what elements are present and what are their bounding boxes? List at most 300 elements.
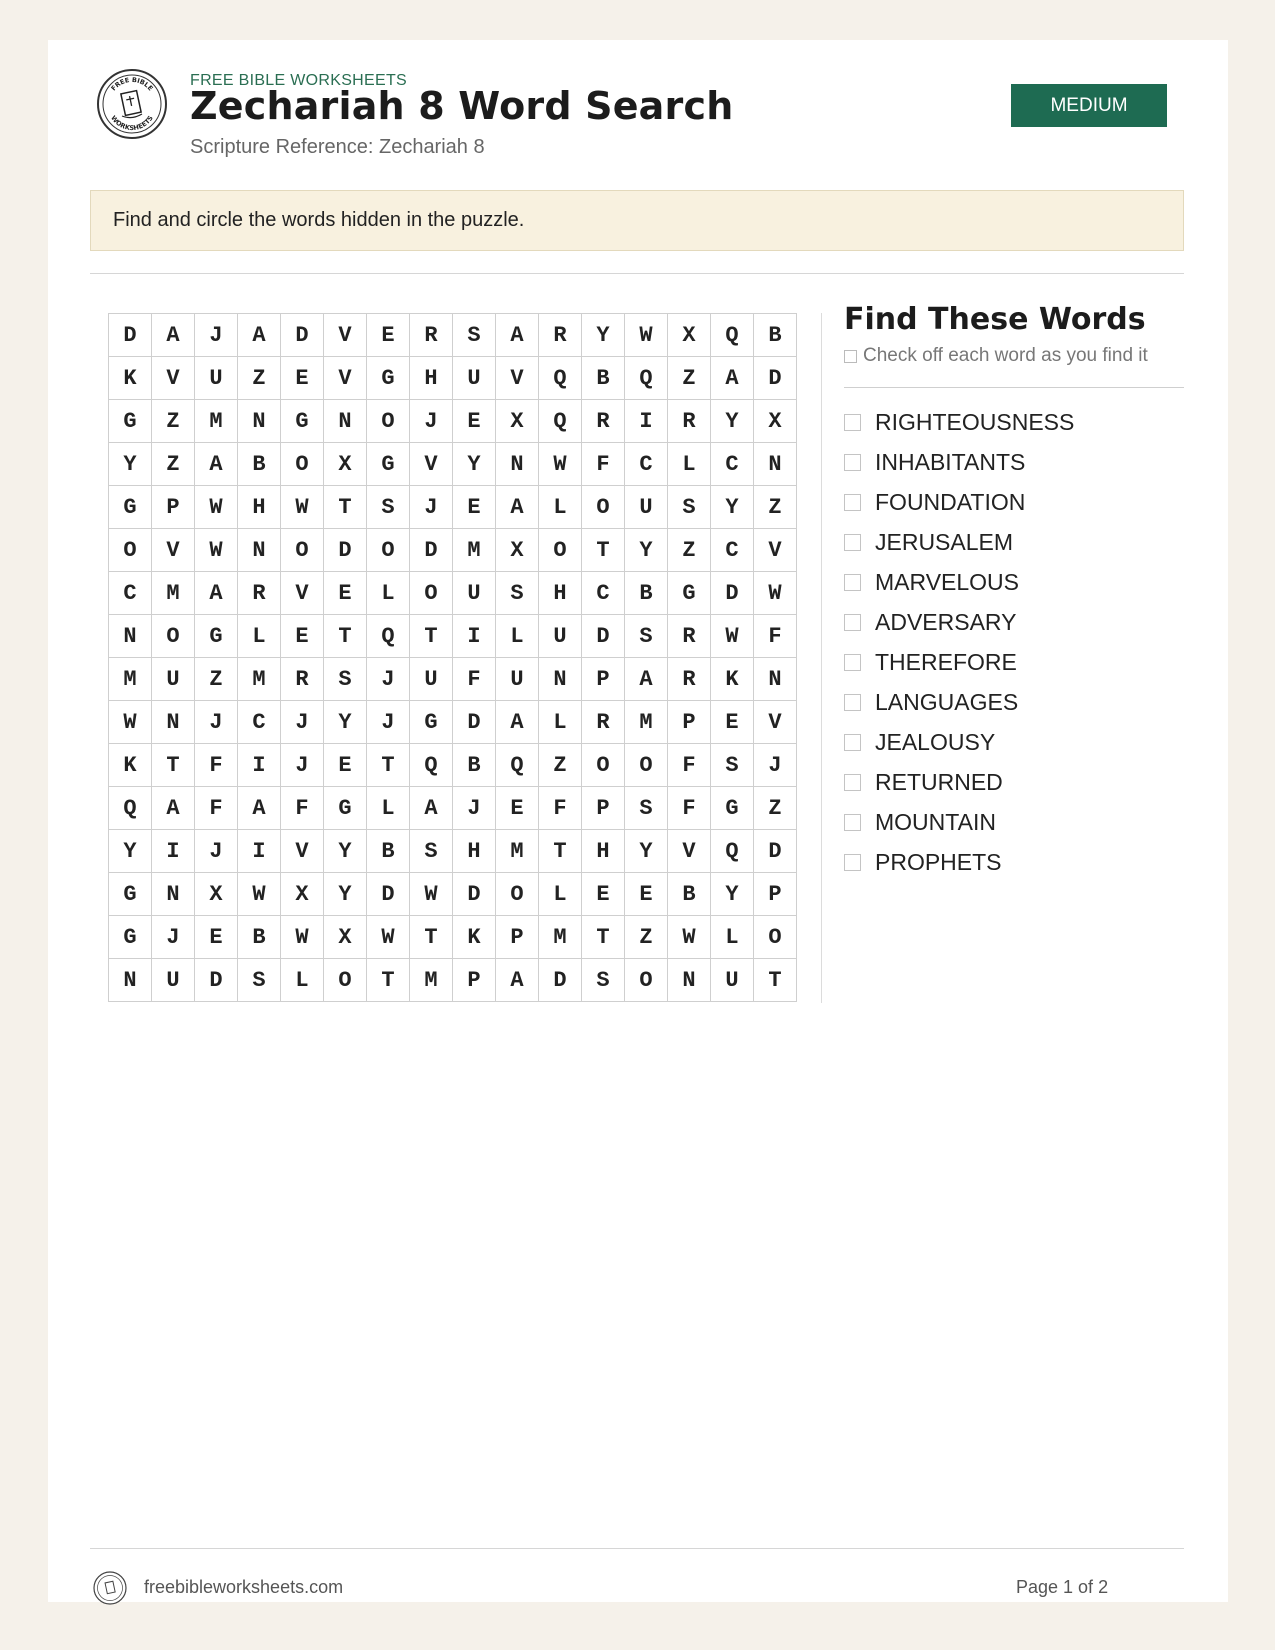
grid-cell[interactable]: Y [625,529,668,572]
grid-cell[interactable]: D [195,959,238,1002]
grid-cell[interactable]: V [281,830,324,873]
grid-cell[interactable]: W [754,572,797,615]
vertical-divider [821,313,822,1003]
grid-cell[interactable]: A [625,658,668,701]
grid-cell[interactable]: W [711,615,754,658]
grid-cell[interactable]: U [625,486,668,529]
grid-cell[interactable]: L [539,486,582,529]
grid-cell[interactable]: L [539,873,582,916]
grid-cell[interactable]: A [195,572,238,615]
grid-cell[interactable]: T [410,615,453,658]
grid-cell[interactable]: D [711,572,754,615]
grid-cell[interactable]: V [152,529,195,572]
grid-cell[interactable]: N [496,443,539,486]
word-checkbox[interactable] [844,414,861,431]
grid-cell[interactable]: A [152,314,195,357]
grid-cell[interactable]: F [281,787,324,830]
grid-cell[interactable]: P [754,873,797,916]
grid-cell[interactable]: Q [539,400,582,443]
grid-cell[interactable]: G [367,443,410,486]
grid-cell[interactable]: Z [754,787,797,830]
grid-cell[interactable]: C [625,443,668,486]
grid-cell[interactable]: T [582,916,625,959]
grid-cell[interactable]: N [238,529,281,572]
word-list-item [844,402,1074,442]
grid-cell[interactable]: R [668,658,711,701]
grid-cell[interactable]: V [324,314,367,357]
grid-cell[interactable]: Z [668,357,711,400]
grid-cell[interactable]: U [195,357,238,400]
grid-cell[interactable]: J [281,701,324,744]
grid-cell[interactable]: M [109,658,152,701]
worksheet-page [48,40,1228,1602]
grid-cell[interactable]: Y [324,830,367,873]
grid-cell[interactable]: A [410,787,453,830]
logo-icon [96,68,168,140]
grid-cell[interactable]: G [668,572,711,615]
grid-cell[interactable]: S [496,572,539,615]
grid-cell[interactable]: N [152,701,195,744]
grid-cell[interactable]: D [453,873,496,916]
grid-cell[interactable]: O [496,873,539,916]
grid-cell[interactable]: S [367,486,410,529]
grid-cell[interactable]: V [754,529,797,572]
grid-cell[interactable]: E [281,615,324,658]
grid-cell[interactable]: M [238,658,281,701]
grid-cell[interactable]: T [367,744,410,787]
grid-cell[interactable]: H [410,357,453,400]
grid-cell[interactable]: J [453,787,496,830]
grid-cell[interactable]: D [539,959,582,1002]
word-list-item [844,762,1074,802]
grid-cell[interactable]: N [152,873,195,916]
grid-cell[interactable]: J [367,658,410,701]
grid-cell[interactable]: T [324,486,367,529]
word-list-item [844,602,1074,642]
grid-cell[interactable]: F [668,787,711,830]
grid-cell[interactable]: M [152,572,195,615]
grid-cell[interactable]: G [109,400,152,443]
grid-cell[interactable]: W [539,443,582,486]
difficulty-badge: MEDIUM [1011,84,1167,127]
grid-cell[interactable]: Q [367,615,410,658]
grid-cell[interactable]: N [539,658,582,701]
grid-cell[interactable]: O [582,744,625,787]
grid-cell[interactable]: V [281,572,324,615]
grid-cell[interactable]: L [367,572,410,615]
grid-cell[interactable]: Y [453,443,496,486]
grid-cell[interactable]: O [324,959,367,1002]
grid-cell[interactable]: F [195,787,238,830]
grid-cell[interactable]: W [410,873,453,916]
grid-cell[interactable]: S [238,959,281,1002]
grid-cell[interactable]: Z [195,658,238,701]
grid-cell[interactable]: X [668,314,711,357]
word-search-grid [108,313,797,1002]
grid-cell[interactable]: B [453,744,496,787]
grid-cell[interactable]: R [238,572,281,615]
grid-cell[interactable]: U [152,959,195,1002]
grid-cell[interactable]: P [582,658,625,701]
grid-cell[interactable]: T [754,959,797,1002]
grid-cell[interactable]: S [625,787,668,830]
grid-cell[interactable]: A [238,314,281,357]
grid-cell[interactable]: V [410,443,453,486]
grid-cell[interactable]: M [453,529,496,572]
grid-cell[interactable]: G [281,400,324,443]
grid-cell[interactable]: D [324,529,367,572]
grid-cell[interactable]: U [711,959,754,1002]
grid-cell[interactable]: Q [109,787,152,830]
grid-cell[interactable]: J [281,744,324,787]
grid-cell[interactable]: K [109,357,152,400]
grid-cell[interactable]: J [367,701,410,744]
grid-cell[interactable]: D [109,314,152,357]
grid-cell[interactable]: Z [539,744,582,787]
grid-cell[interactable]: L [539,701,582,744]
grid-cell[interactable]: C [582,572,625,615]
word-label: JEALOUSY [875,728,996,755]
grid-cell[interactable]: A [711,357,754,400]
grid-cell[interactable]: F [453,658,496,701]
grid-cell[interactable]: R [582,701,625,744]
brand-label: FREE BIBLE WORKSHEETS [190,72,408,89]
grid-cell[interactable]: D [453,701,496,744]
grid-cell[interactable]: Y [711,400,754,443]
grid-cell[interactable]: A [496,701,539,744]
grid-cell[interactable]: D [367,873,410,916]
word-label: FOUNDATION [875,488,1026,515]
grid-cell[interactable]: N [109,615,152,658]
grid-cell[interactable]: X [496,400,539,443]
grid-cell[interactable]: Y [324,873,367,916]
grid-cell[interactable]: X [324,443,367,486]
grid-cell[interactable]: I [453,615,496,658]
grid-cell[interactable]: O [754,916,797,959]
grid-cell[interactable]: V [152,357,195,400]
grid-cell[interactable]: J [195,701,238,744]
grid-cell[interactable]: M [539,916,582,959]
grid-cell[interactable]: G [367,357,410,400]
grid-cell[interactable]: X [496,529,539,572]
grid-cell[interactable]: D [582,615,625,658]
grid-cell[interactable]: Q [539,357,582,400]
grid-cell[interactable]: G [109,873,152,916]
grid-cell[interactable]: N [668,959,711,1002]
grid-cell[interactable]: A [238,787,281,830]
grid-cell[interactable]: T [324,615,367,658]
grid-cell[interactable]: Y [582,314,625,357]
grid-cell[interactable]: R [410,314,453,357]
grid-cell[interactable]: P [152,486,195,529]
grid-cell[interactable]: Y [711,873,754,916]
grid-cell[interactable]: B [754,314,797,357]
word-checkbox[interactable] [844,574,861,591]
word-checkbox[interactable] [844,654,861,671]
word-checkbox[interactable] [844,614,861,631]
grid-cell[interactable]: Q [410,744,453,787]
footer-logo-icon [92,1570,128,1606]
word-list-item [844,442,1074,482]
grid-cell[interactable]: R [668,400,711,443]
grid-cell[interactable]: F [668,744,711,787]
grid-cell[interactable]: K [109,744,152,787]
grid-cell[interactable]: A [195,443,238,486]
grid-cell[interactable]: Y [109,443,152,486]
grid-cell[interactable]: C [711,529,754,572]
grid-cell[interactable]: H [582,830,625,873]
grid-cell[interactable]: U [152,658,195,701]
grid-cell[interactable]: Y [324,701,367,744]
word-checkbox[interactable] [844,734,861,751]
grid-cell[interactable]: R [539,314,582,357]
grid-cell[interactable]: N [238,400,281,443]
grid-cell[interactable]: T [152,744,195,787]
grid-cell[interactable]: G [109,916,152,959]
grid-cell[interactable]: U [496,658,539,701]
grid-cell[interactable]: B [367,830,410,873]
grid-cell[interactable]: W [625,314,668,357]
grid-cell[interactable]: F [754,615,797,658]
grid-cell[interactable]: Y [109,830,152,873]
grid-cell[interactable]: Z [152,443,195,486]
grid-cell[interactable]: Z [668,529,711,572]
grid-cell[interactable]: E [711,701,754,744]
grid-cell[interactable]: U [453,572,496,615]
grid-cell[interactable]: O [625,744,668,787]
grid-cell[interactable]: Z [238,357,281,400]
grid-cell[interactable]: V [324,357,367,400]
footer-divider [90,1548,1184,1549]
grid-cell[interactable]: S [711,744,754,787]
word-label: RETURNED [875,768,1003,795]
grid-cell[interactable]: M [496,830,539,873]
grid-cell[interactable]: P [453,959,496,1002]
grid-cell[interactable]: M [410,959,453,1002]
grid-cell[interactable]: L [711,916,754,959]
grid-cell[interactable]: R [582,400,625,443]
grid-cell[interactable]: D [754,357,797,400]
grid-cell[interactable]: S [668,486,711,529]
grid-cell[interactable]: G [711,787,754,830]
grid-cell[interactable]: U [539,615,582,658]
grid-cell[interactable]: X [195,873,238,916]
grid-cell[interactable]: N [109,959,152,1002]
grid-cell[interactable]: R [668,615,711,658]
grid-cell[interactable]: D [410,529,453,572]
grid-cell[interactable]: D [281,314,324,357]
svg-text:FREE BIBLE: FREE BIBLE [109,75,155,93]
grid-cell[interactable]: X [324,916,367,959]
grid-cell[interactable]: T [410,916,453,959]
grid-cell[interactable]: S [453,314,496,357]
word-list-item [844,842,1074,882]
grid-cell[interactable]: C [109,572,152,615]
grid-cell[interactable]: D [754,830,797,873]
grid-cell[interactable]: E [367,314,410,357]
grid-cell[interactable]: O [625,959,668,1002]
page-number: Page 1 of 2 [1016,1577,1109,1597]
grid-cell[interactable]: J [410,486,453,529]
grid-cell[interactable]: A [496,486,539,529]
grid-cell[interactable]: E [324,572,367,615]
grid-cell[interactable]: V [496,357,539,400]
grid-cell[interactable]: W [195,486,238,529]
grid-cell[interactable]: O [281,443,324,486]
word-checkbox[interactable] [844,774,861,791]
grid-cell[interactable]: L [668,443,711,486]
grid-cell[interactable]: E [195,916,238,959]
grid-cell[interactable]: C [238,701,281,744]
grid-cell[interactable]: L [281,959,324,1002]
grid-cell[interactable]: A [152,787,195,830]
grid-cell[interactable]: V [668,830,711,873]
grid-cell[interactable]: J [195,314,238,357]
grid-cell[interactable]: W [109,701,152,744]
grid-cell[interactable]: I [238,830,281,873]
grid-cell[interactable]: M [195,400,238,443]
grid-cell[interactable]: O [281,529,324,572]
grid-cell[interactable]: O [367,529,410,572]
grid-cell[interactable]: W [281,916,324,959]
word-list-item [844,562,1074,602]
grid-cell[interactable]: H [539,572,582,615]
word-list-item [844,482,1074,522]
word-checkbox[interactable] [844,814,861,831]
grid-cell[interactable]: V [754,701,797,744]
grid-cell[interactable]: W [367,916,410,959]
grid-cell[interactable]: S [324,658,367,701]
grid-cell[interactable]: E [582,873,625,916]
grid-cell[interactable]: Y [711,486,754,529]
footer-website: freebibleworksheets.com [144,1577,344,1597]
grid-cell[interactable]: Q [625,357,668,400]
grid-cell[interactable]: Q [496,744,539,787]
grid-cell[interactable]: G [324,787,367,830]
word-checkbox[interactable] [844,534,861,551]
grid-cell[interactable]: Z [152,400,195,443]
grid-cell[interactable]: J [754,744,797,787]
grid-cell[interactable]: G [195,615,238,658]
grid-cell[interactable]: G [109,486,152,529]
grid-cell[interactable]: Y [625,830,668,873]
grid-cell[interactable]: O [367,400,410,443]
word-list-item [844,722,1074,762]
grid-cell[interactable]: W [238,873,281,916]
grid-cell[interactable]: U [410,658,453,701]
grid-cell[interactable]: O [539,529,582,572]
grid-cell[interactable]: G [410,701,453,744]
grid-cell[interactable]: H [453,830,496,873]
grid-cell[interactable]: K [711,658,754,701]
word-label: THEREFORE [875,648,1017,675]
grid-cell[interactable]: I [152,830,195,873]
grid-cell[interactable]: I [625,400,668,443]
grid-cell[interactable]: B [668,873,711,916]
grid-cell[interactable]: N [754,658,797,701]
grid-cell[interactable]: Q [711,830,754,873]
grid-cell[interactable]: O [152,615,195,658]
grid-cell[interactable]: X [281,873,324,916]
grid-cell[interactable]: S [625,615,668,658]
grid-cell[interactable]: J [195,830,238,873]
page-title: Zechariah 8 Word Search [190,84,734,128]
grid-cell[interactable]: P [496,916,539,959]
grid-cell[interactable]: N [324,400,367,443]
grid-cell[interactable]: J [410,400,453,443]
grid-cell[interactable]: F [195,744,238,787]
grid-cell[interactable]: M [625,701,668,744]
grid-cell[interactable]: E [625,873,668,916]
grid-cell[interactable]: H [238,486,281,529]
checkbox-icon [844,350,857,363]
grid-cell[interactable]: B [238,443,281,486]
grid-cell[interactable]: T [367,959,410,1002]
grid-cell[interactable]: U [453,357,496,400]
divider [844,387,1184,388]
grid-cell[interactable]: E [453,486,496,529]
grid-cell[interactable]: A [496,959,539,1002]
grid-cell[interactable]: I [238,744,281,787]
grid-cell[interactable]: S [410,830,453,873]
grid-cell[interactable]: E [496,787,539,830]
word-checkbox[interactable] [844,454,861,471]
grid-cell[interactable]: L [367,787,410,830]
grid-cell[interactable]: J [152,916,195,959]
grid-cell[interactable]: T [582,529,625,572]
grid-cell[interactable]: O [109,529,152,572]
word-list-heading: Find These Words [844,302,1146,337]
grid-cell[interactable]: N [754,443,797,486]
grid-cell[interactable]: E [453,400,496,443]
word-checkbox[interactable] [844,494,861,511]
grid-cell[interactable]: E [281,357,324,400]
grid-cell[interactable]: Z [625,916,668,959]
grid-cell[interactable]: X [754,400,797,443]
grid-cell[interactable]: W [281,486,324,529]
word-label: RIGHTEOUSNESS [875,408,1075,435]
grid-cell[interactable]: W [668,916,711,959]
grid-cell[interactable]: B [582,357,625,400]
grid-cell[interactable]: F [539,787,582,830]
grid-cell[interactable]: E [324,744,367,787]
word-list [844,402,1074,882]
grid-cell[interactable]: K [453,916,496,959]
word-checkbox[interactable] [844,694,861,711]
grid-cell[interactable]: C [711,443,754,486]
word-checkbox[interactable] [844,854,861,871]
grid-cell[interactable]: W [195,529,238,572]
grid-cell[interactable]: L [238,615,281,658]
grid-cell[interactable]: R [281,658,324,701]
grid-cell[interactable]: Q [711,314,754,357]
grid-cell[interactable]: L [496,615,539,658]
grid-cell[interactable]: A [496,314,539,357]
divider [90,273,1184,274]
grid-cell[interactable]: B [238,916,281,959]
grid-cell[interactable]: T [539,830,582,873]
grid-cell[interactable]: P [668,701,711,744]
word-list-item [844,682,1074,722]
grid-cell[interactable]: B [625,572,668,615]
grid-cell[interactable]: O [410,572,453,615]
word-label: LANGUAGES [875,688,1019,715]
grid-cell[interactable]: S [582,959,625,1002]
grid-cell[interactable]: P [582,787,625,830]
grid-cell[interactable]: O [582,486,625,529]
grid-cell[interactable]: Z [754,486,797,529]
grid-cell[interactable]: F [582,443,625,486]
